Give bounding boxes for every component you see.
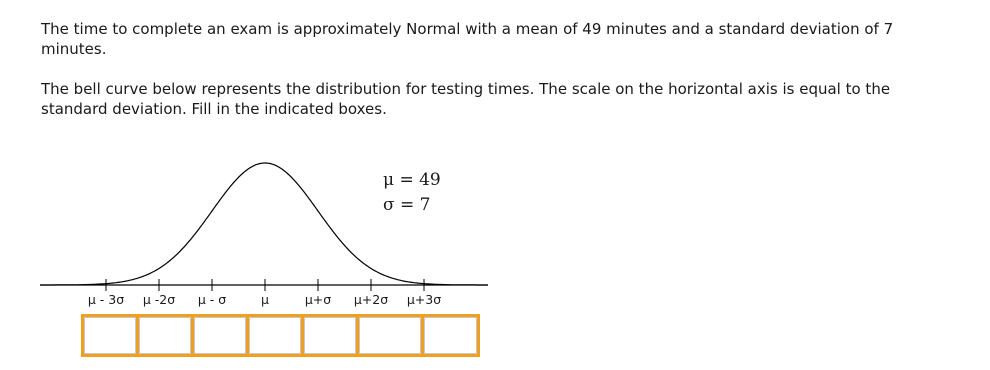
problem-intro: The time to complete an exam is approximately Normal with a mean of 49 minutes and a standard deviation of 7 minutes.	[41, 20, 894, 58]
answer-box-mu-plus-2sigma[interactable]	[359, 317, 421, 354]
answer-box-row	[81, 314, 480, 357]
tick-label-mu-plus-2sigma: μ+2σ	[353, 292, 389, 307]
answer-box-mu-minus-2sigma[interactable]	[139, 317, 191, 354]
tick-label-mu: μ	[261, 292, 269, 307]
tick-label-mu-plus-sigma: μ+σ	[304, 292, 332, 307]
tick-label-mu-minus-2sigma: μ -2σ	[142, 292, 176, 307]
mean-label: μ = 49	[383, 170, 441, 190]
problem-instructions: The bell curve below represents the distribution for testing times. The scale on the horizontal axis is equal to the standard deviation. Fill in the indicated boxes.	[41, 80, 891, 118]
tick-label-mu-minus-sigma: μ - σ	[197, 292, 227, 307]
tick-label-mu-plus-3sigma: μ+3σ	[406, 292, 442, 307]
tick-label-mu-minus-3sigma: μ - 3σ	[87, 292, 125, 307]
answer-box-mu-plus-sigma[interactable]	[304, 317, 356, 354]
answer-box-mu-minus-3sigma[interactable]	[84, 317, 136, 354]
answer-box-mu-plus-3sigma[interactable]	[424, 317, 477, 354]
answer-box-mu-minus-sigma[interactable]	[194, 317, 246, 354]
sd-label: σ = 7	[383, 195, 431, 215]
answer-box-mu[interactable]	[249, 317, 301, 354]
